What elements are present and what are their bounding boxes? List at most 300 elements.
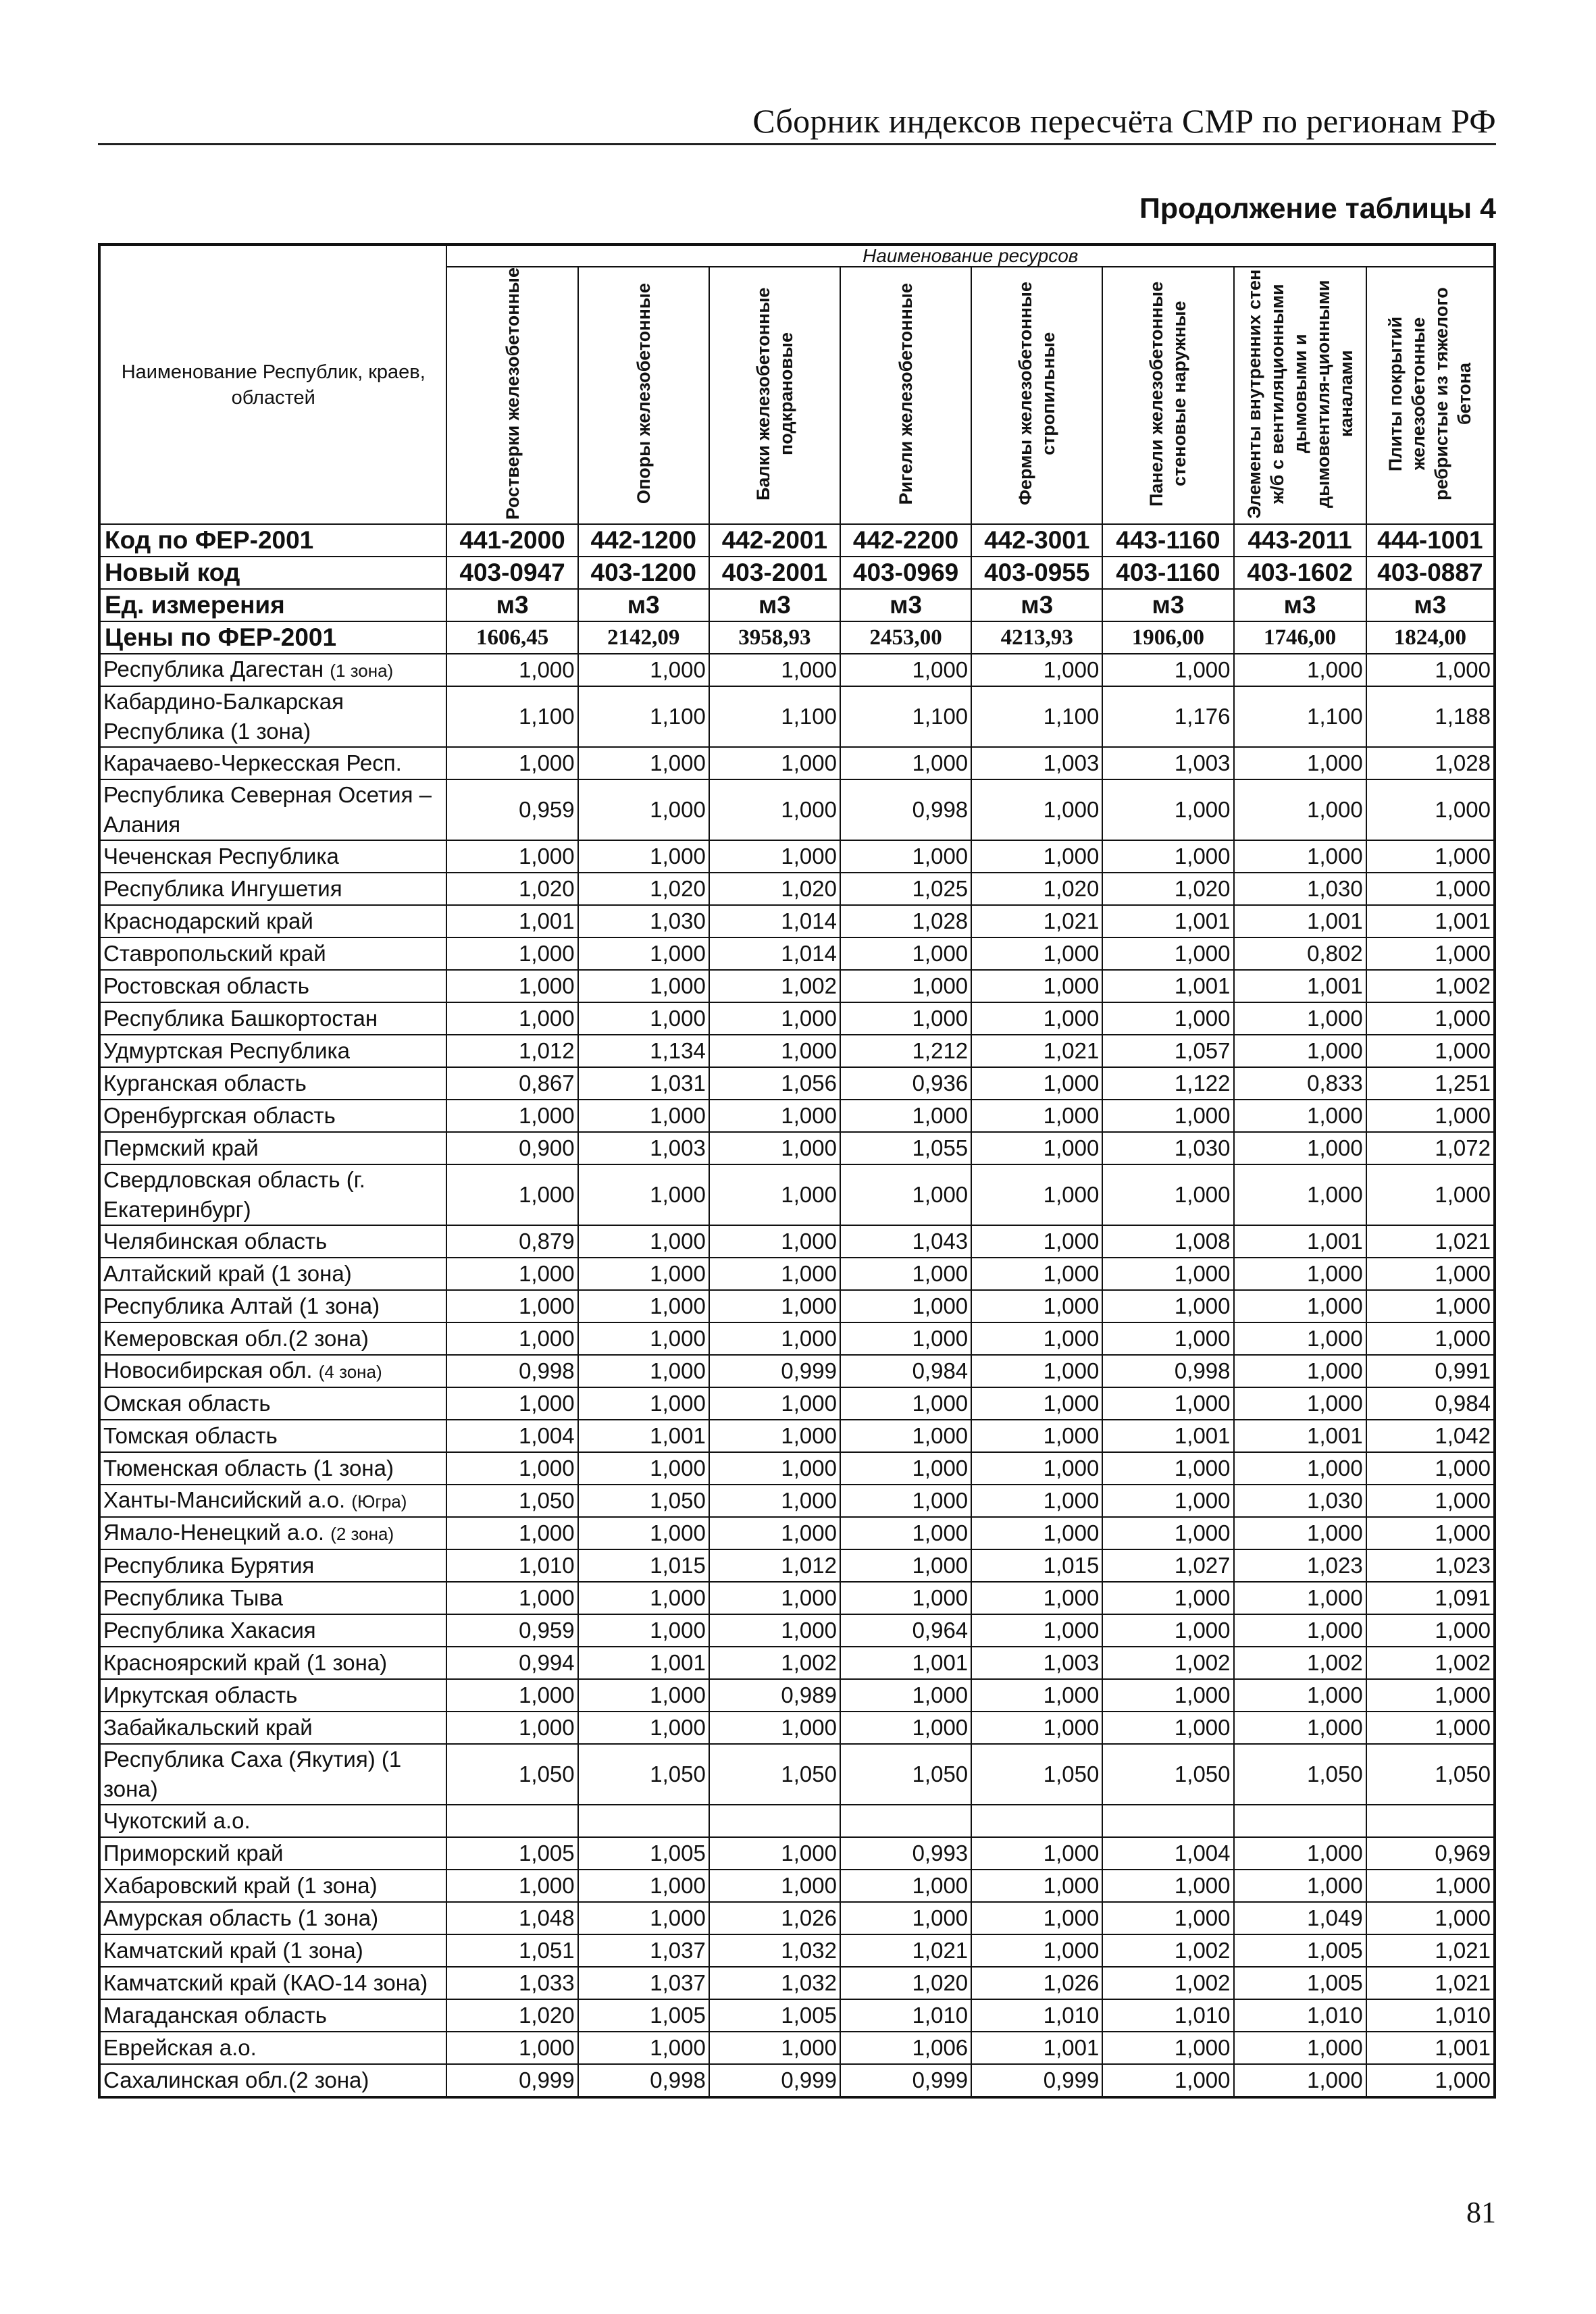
region-note: (2 зона) [330, 1524, 394, 1544]
table-row [99, 1387, 1495, 1420]
coefficient-cell: 1,000 [971, 1837, 1102, 1870]
coefficient-cell: 1,000 [971, 1100, 1102, 1132]
coefficient-cell: 1,014 [709, 937, 840, 970]
coefficient-cell: 1,000 [1234, 1582, 1366, 1614]
coefficient-cell: 1,051 [446, 1934, 577, 1967]
coefficient-cell: 1,028 [840, 905, 971, 937]
coefficient-cell: 1,014 [709, 905, 840, 937]
coefficient-cell: 1,001 [1234, 905, 1366, 937]
meta-value: 403-0955 [971, 557, 1102, 589]
coefficient-cell: 1,000 [578, 1225, 709, 1258]
coefficient-cell: 0,959 [446, 1614, 577, 1647]
meta-value: 403-0947 [446, 557, 577, 589]
group-header-cell [446, 245, 1495, 267]
region-name [99, 840, 446, 873]
coefficient-cell: 1,001 [446, 905, 577, 937]
table-row [99, 1679, 1495, 1712]
region-name [99, 1100, 446, 1132]
coefficient-cell: 1,002 [1102, 1647, 1233, 1679]
coefficient-cell: 1,020 [840, 1967, 971, 1999]
coefficient-cell: 1,000 [1234, 1322, 1366, 1355]
table-row [99, 1934, 1495, 1967]
coefficient-cell: 1,000 [709, 1837, 840, 1870]
region-name [99, 1679, 446, 1712]
meta-value: 1824,00 [1366, 621, 1495, 654]
coefficient-cell: 1,000 [709, 1100, 840, 1132]
coefficient-cell: 1,000 [1102, 1100, 1233, 1132]
coefficient-cell: 1,000 [840, 1387, 971, 1420]
coefficient-cell: 1,000 [709, 1035, 840, 1067]
coefficient-cell: 1,002 [1102, 1934, 1233, 1967]
coefficient-cell [578, 1805, 709, 1837]
coefficient-cell: 0,991 [1366, 1355, 1495, 1387]
coefficient-cell: 1,000 [1102, 1679, 1233, 1712]
coefficient-cell: 1,050 [1234, 1744, 1366, 1805]
region-name [99, 1035, 446, 1067]
coefficient-cell: 1,000 [709, 1322, 840, 1355]
meta-label: Цены по ФЕР-2001 [99, 621, 446, 654]
coefficient-cell: 1,000 [709, 1582, 840, 1614]
region-name [99, 1452, 446, 1485]
meta-value: м3 [1102, 589, 1233, 621]
coefficient-cell: 1,000 [971, 1355, 1102, 1387]
coefficient-cell: 1,000 [1102, 1452, 1233, 1485]
region-name [99, 937, 446, 970]
region-name [99, 1934, 446, 1967]
coefficient-cell: 1,000 [1234, 1002, 1366, 1035]
coefficient-cell: 1,000 [971, 1452, 1102, 1485]
coefficient-cell: 1,000 [1366, 1517, 1495, 1549]
coefficient-cell: 1,000 [446, 2032, 577, 2064]
coefficient-cell: 1,001 [840, 1647, 971, 1679]
coefficient-cell: 1,057 [1102, 1035, 1233, 1067]
coefficient-cell: 1,003 [971, 747, 1102, 779]
coefficient-cell: 1,002 [1366, 970, 1495, 1002]
coefficient-cell: 1,000 [1102, 1290, 1233, 1322]
coefficient-cell [840, 1805, 971, 1837]
coefficient-cell: 1,000 [840, 1902, 971, 1934]
coefficient-cell: 1,000 [1366, 1002, 1495, 1035]
meta-value: 403-1200 [578, 557, 709, 589]
region-label: Республика Северная Осетия – Алания [103, 782, 432, 837]
table-row [99, 1647, 1495, 1679]
meta-value: 2142,09 [578, 621, 709, 654]
coefficient-cell: 1,000 [578, 1452, 709, 1485]
coefficient-cell: 1,000 [1366, 779, 1495, 840]
coefficient-cell: 1,000 [971, 1934, 1102, 1967]
coefficient-cell: 1,000 [971, 1290, 1102, 1322]
coefficient-cell: 1,000 [578, 1582, 709, 1614]
coefficient-cell: 1,000 [971, 1225, 1102, 1258]
meta-label: Ед. измерения [99, 589, 446, 621]
column-header-text: Фермы железобетонные стропильные [1015, 282, 1059, 506]
coefficient-cell: 1,000 [1366, 1322, 1495, 1355]
coefficient-cell: 1,000 [1102, 1387, 1233, 1420]
running-title: Сборник индексов пересчёта СМР по регионам РФ [752, 102, 1496, 140]
table-row [99, 2064, 1495, 2097]
coefficient-cell: 1,030 [1102, 1132, 1233, 1164]
column-header [971, 267, 1102, 524]
coefficient-cell: 1,000 [1102, 1712, 1233, 1744]
region-label: Камчатский край (1 зона) [103, 1938, 363, 1963]
coefficient-cell: 1,000 [1234, 1614, 1366, 1647]
region-name [99, 970, 446, 1002]
row-header-cell [99, 245, 446, 524]
table-row [99, 1164, 1495, 1225]
region-label: Сахалинская обл.(2 зона) [103, 2067, 369, 2092]
meta-value: м3 [709, 589, 840, 621]
table-row [99, 1002, 1495, 1035]
column-header [1102, 267, 1233, 524]
meta-value: 3958,93 [709, 621, 840, 654]
coefficient-cell: 0,999 [971, 2064, 1102, 2097]
coefficient-cell: 1,000 [971, 1132, 1102, 1164]
region-label: Омская область [103, 1391, 271, 1416]
coefficient-cell: 1,000 [709, 779, 840, 840]
table-row [99, 747, 1495, 779]
coefficient-cell: 1,000 [709, 1614, 840, 1647]
coefficient-cell: 1,000 [709, 1870, 840, 1902]
coefficient-cell: 1,000 [971, 1258, 1102, 1290]
column-header [578, 267, 709, 524]
coefficient-cell: 1,000 [1102, 840, 1233, 873]
coefficient-cell: 1,000 [971, 1387, 1102, 1420]
coefficient-cell: 1,000 [1234, 1355, 1366, 1387]
coefficient-cell: 1,000 [1102, 1258, 1233, 1290]
coefficient-cell: 1,000 [709, 747, 840, 779]
coefficient-cell: 1,027 [1102, 1549, 1233, 1582]
region-name [99, 1744, 446, 1805]
coefficient-cell: 1,000 [578, 970, 709, 1002]
coefficient-cell: 1,000 [1234, 2032, 1366, 2064]
coefficient-cell: 1,031 [578, 1067, 709, 1100]
coefficient-cell: 1,000 [709, 1225, 840, 1258]
coefficient-cell: 1,100 [578, 686, 709, 747]
region-name [99, 1647, 446, 1679]
table-row [99, 1744, 1495, 1805]
coefficient-cell: 1,000 [446, 747, 577, 779]
coefficient-cell: 1,000 [1366, 1164, 1495, 1225]
coefficient-cell: 1,010 [446, 1549, 577, 1582]
table-row [99, 1035, 1495, 1067]
table-row [99, 1290, 1495, 1322]
table-row [99, 937, 1495, 970]
coefficient-cell: 1,000 [446, 840, 577, 873]
coefficient-cell: 1,010 [971, 1999, 1102, 2032]
table-row [99, 1132, 1495, 1164]
coefficient-cell: 1,000 [971, 1679, 1102, 1712]
region-name [99, 1067, 446, 1100]
coefficient-cell: 1,001 [578, 1647, 709, 1679]
coefficient-cell: 1,000 [1366, 1902, 1495, 1934]
coefficient-cell: 1,000 [1234, 1712, 1366, 1744]
meta-value: 1746,00 [1234, 621, 1366, 654]
region-note: (4 зона) [318, 1362, 382, 1382]
region-label: Челябинская область [103, 1229, 328, 1254]
region-label: Пермский край [103, 1135, 259, 1160]
region-name [99, 905, 446, 937]
coefficient-cell: 0,994 [446, 1647, 577, 1679]
coefficient-cell: 1,000 [578, 1387, 709, 1420]
coefficient-cell: 0,900 [446, 1132, 577, 1164]
region-name [99, 873, 446, 905]
meta-value: 403-1602 [1234, 557, 1366, 589]
coefficient-cell: 1,000 [578, 1164, 709, 1225]
region-name [99, 779, 446, 840]
coefficient-cell: 1,050 [578, 1744, 709, 1805]
coefficient-cell: 1,000 [709, 1258, 840, 1290]
coefficient-cell: 1,000 [1366, 654, 1495, 686]
meta-row-new-code [99, 557, 1495, 589]
coefficient-cell: 1,001 [1366, 905, 1495, 937]
region-label: Красноярский край (1 зона) [103, 1650, 388, 1675]
coefficient-cell: 1,003 [578, 1132, 709, 1164]
region-label: Камчатский край (КАО-14 зона) [103, 1970, 428, 1995]
coefficient-cell: 1,000 [1366, 1290, 1495, 1322]
coefficient-cell: 1,000 [971, 1485, 1102, 1517]
coefficient-cell: 1,000 [1366, 2064, 1495, 2097]
coefficient-cell: 1,000 [971, 779, 1102, 840]
region-name [99, 1614, 446, 1647]
table-row [99, 1614, 1495, 1647]
table-row [99, 970, 1495, 1002]
coefficient-cell: 1,000 [578, 1870, 709, 1902]
column-header-text: Опоры железобетонные [633, 283, 654, 505]
coefficient-cell: 1,000 [446, 1712, 577, 1744]
region-label: Кабардино-Балкарская Республика (1 зона) [103, 689, 344, 744]
region-name [99, 1322, 446, 1355]
coefficient-cell: 1,032 [709, 1934, 840, 1967]
region-label: Ханты-Мансийский а.о. [103, 1487, 346, 1512]
coefficient-cell: 1,000 [840, 1420, 971, 1452]
coefficient-cell: 1,000 [840, 1322, 971, 1355]
coefficient-cell: 1,042 [1366, 1420, 1495, 1452]
coefficient-cell: 0,993 [840, 1837, 971, 1870]
region-name [99, 1132, 446, 1164]
coefficient-cell: 1,000 [578, 1322, 709, 1355]
coefficient-cell: 1,000 [446, 654, 577, 686]
table-row [99, 1582, 1495, 1614]
coefficient-cell: 1,000 [1234, 1517, 1366, 1549]
coefficient-cell: 1,000 [709, 1485, 840, 1517]
region-label: Республика Ингушетия [103, 876, 342, 901]
region-label: Ростовская область [103, 973, 309, 998]
row-header-text: Наименование Республик, краев, областей [121, 361, 426, 409]
table-caption: Продолжение таблицы 4 [1139, 192, 1496, 225]
coefficient-cell: 1,000 [709, 1452, 840, 1485]
coefficient-cell: 1,100 [971, 686, 1102, 747]
region-label: Республика Хакасия [103, 1618, 316, 1643]
region-name [99, 686, 446, 747]
coefficient-cell: 1,000 [709, 654, 840, 686]
coefficient-cell: 1,000 [1234, 779, 1366, 840]
coefficient-cell: 1,000 [1234, 1837, 1366, 1870]
table-row [99, 840, 1495, 873]
coefficient-cell: 1,015 [971, 1549, 1102, 1582]
coefficient-cell: 1,001 [1366, 2032, 1495, 2064]
coefficient-cell: 1,000 [1366, 937, 1495, 970]
coefficient-cell: 1,091 [1366, 1582, 1495, 1614]
meta-value: 442-3001 [971, 524, 1102, 557]
coefficient-cell: 1,100 [1234, 686, 1366, 747]
coefficient-cell: 1,026 [971, 1967, 1102, 1999]
header-rule [98, 143, 1496, 145]
coefficient-cell: 0,998 [578, 2064, 709, 2097]
coefficient-cell: 1,000 [1366, 1870, 1495, 1902]
region-name [99, 1420, 446, 1452]
coefficient-cell: 1,001 [971, 2032, 1102, 2064]
meta-value: 403-0969 [840, 557, 971, 589]
coefficient-cell: 1,050 [1102, 1744, 1233, 1805]
region-name [99, 1485, 446, 1517]
coefficient-cell: 1,000 [1366, 1679, 1495, 1712]
table-row [99, 1999, 1495, 2032]
region-label: Республика Бурятия [103, 1553, 315, 1578]
coefficient-cell: 1,026 [709, 1902, 840, 1934]
coefficient-cell [446, 1805, 577, 1837]
region-name [99, 1902, 446, 1934]
coefficient-cell: 1,100 [840, 686, 971, 747]
coefficient-cell: 0,998 [1102, 1355, 1233, 1387]
coefficient-cell: 1,000 [1102, 1902, 1233, 1934]
coefficient-cell: 1,000 [578, 1002, 709, 1035]
coefficient-cell: 1,000 [1102, 1870, 1233, 1902]
coefficient-cell: 0,969 [1366, 1837, 1495, 1870]
coefficient-cell: 1,000 [1234, 1870, 1366, 1902]
coefficient-cell: 1,000 [709, 1002, 840, 1035]
coefficient-cell: 1,000 [1234, 747, 1366, 779]
coefficient-cell: 1,000 [971, 1420, 1102, 1452]
coefficient-cell: 1,020 [1102, 873, 1233, 905]
coefficient-cell: 1,010 [1234, 1999, 1366, 2032]
coefficient-cell: 1,000 [840, 1549, 971, 1582]
coefficient-cell: 1,000 [709, 1290, 840, 1322]
coefficient-cell: 1,023 [1366, 1549, 1495, 1582]
column-header [840, 267, 971, 524]
region-name [99, 2032, 446, 2064]
region-label: Краснодарский край [103, 908, 313, 933]
region-label: Алтайский край (1 зона) [103, 1261, 352, 1286]
coefficient-cell: 1,000 [709, 1387, 840, 1420]
coefficient-cell: 1,000 [1102, 2032, 1233, 2064]
coefficient-cell: 1,000 [1234, 654, 1366, 686]
coefficient-cell: 1,000 [971, 840, 1102, 873]
coefficient-cell: 1,000 [1102, 654, 1233, 686]
table-row [99, 1805, 1495, 1837]
meta-value: м3 [1366, 589, 1495, 621]
meta-value: 1606,45 [446, 621, 577, 654]
coefficient-cell: 1,000 [971, 1067, 1102, 1100]
region-label: Новосибирская обл. [103, 1358, 313, 1383]
coefficient-cell: 1,004 [446, 1420, 577, 1452]
region-label: Иркутская область [103, 1682, 298, 1707]
region-label: Томская область [103, 1423, 278, 1448]
table-row [99, 905, 1495, 937]
table-row [99, 1355, 1495, 1387]
coefficient-cell: 1,030 [1234, 873, 1366, 905]
coefficient-cell: 1,000 [578, 1355, 709, 1387]
column-header-text: Ригели железобетонные [896, 282, 917, 505]
coefficient-cell: 1,030 [1234, 1485, 1366, 1517]
coefficient-cell: 1,000 [840, 1679, 971, 1712]
coefficient-cell: 1,000 [971, 1582, 1102, 1614]
table-row [99, 1870, 1495, 1902]
coefficient-cell: 0,959 [446, 779, 577, 840]
region-note: (Югра) [351, 1491, 407, 1512]
meta-value: 443-1160 [1102, 524, 1233, 557]
coefficient-cell: 1,012 [709, 1549, 840, 1582]
coefficient-cell: 1,188 [1366, 686, 1495, 747]
meta-row-prices [99, 621, 1495, 654]
coefficient-cell: 1,000 [446, 1100, 577, 1132]
coefficient-cell: 1,000 [1366, 1452, 1495, 1485]
coefficient-cell: 1,020 [709, 873, 840, 905]
coefficient-cell: 1,004 [1102, 1837, 1233, 1870]
coefficient-cell: 1,001 [1102, 1420, 1233, 1452]
coefficient-cell: 1,021 [971, 1035, 1102, 1067]
coefficient-cell: 1,021 [840, 1934, 971, 1967]
coefficient-cell: 0,964 [840, 1614, 971, 1647]
coefficient-cell: 1,134 [578, 1035, 709, 1067]
table-row [99, 1967, 1495, 1999]
region-name [99, 1258, 446, 1290]
coefficient-cell: 1,050 [709, 1744, 840, 1805]
coefficient-cell: 1,000 [446, 1290, 577, 1322]
coefficient-cell: 1,020 [446, 873, 577, 905]
region-label: Республика Тыва [103, 1585, 283, 1610]
column-header-text: Ростверки железобетонные [502, 267, 523, 520]
meta-value: 403-1160 [1102, 557, 1233, 589]
region-name [99, 1355, 446, 1387]
coefficient-cell: 1,049 [1234, 1902, 1366, 1934]
coefficient-cell [1366, 1805, 1495, 1837]
coefficient-cell: 1,000 [709, 2032, 840, 2064]
coefficient-cell: 1,000 [709, 1420, 840, 1452]
coefficient-cell: 1,000 [1102, 779, 1233, 840]
column-header-text: Плиты покрытий железобетонные ребристые из тяжелого бетона [1385, 287, 1475, 500]
region-label: Карачаево-Черкесская Респ. [103, 750, 402, 775]
region-label: Тюменская область (1 зона) [103, 1456, 394, 1481]
coefficient-cell: 1,000 [840, 1164, 971, 1225]
coefficient-cell: 0,879 [446, 1225, 577, 1258]
coefficient-cell: 1,000 [971, 1712, 1102, 1744]
coefficient-cell: 1,000 [1234, 1452, 1366, 1485]
coefficient-cell: 1,000 [578, 1614, 709, 1647]
coefficient-cell: 1,021 [1366, 1967, 1495, 1999]
table-row [99, 1517, 1495, 1549]
coefficient-cell: 0,936 [840, 1067, 971, 1100]
coefficient-cell: 1,001 [1234, 1420, 1366, 1452]
region-name [99, 1805, 446, 1837]
coefficient-cell: 1,000 [446, 1679, 577, 1712]
coefficient-cell: 1,212 [840, 1035, 971, 1067]
coefficient-cell: 1,000 [971, 937, 1102, 970]
coefficient-cell: 1,000 [709, 1712, 840, 1744]
meta-value: м3 [446, 589, 577, 621]
region-label: Республика Башкортостан [103, 1006, 378, 1031]
coefficient-cell: 1,000 [1102, 1485, 1233, 1517]
table-row [99, 1258, 1495, 1290]
table-row [99, 1067, 1495, 1100]
coefficient-cell: 1,010 [1366, 1999, 1495, 2032]
region-name [99, 1967, 446, 1999]
region-label: Чеченская Республика [103, 844, 339, 869]
coefficient-cell: 1,003 [971, 1647, 1102, 1679]
coefficient-cell: 1,005 [578, 1837, 709, 1870]
region-name [99, 1999, 446, 2032]
coefficient-cell: 1,000 [446, 1002, 577, 1035]
coefficient-cell: 1,001 [1102, 905, 1233, 937]
